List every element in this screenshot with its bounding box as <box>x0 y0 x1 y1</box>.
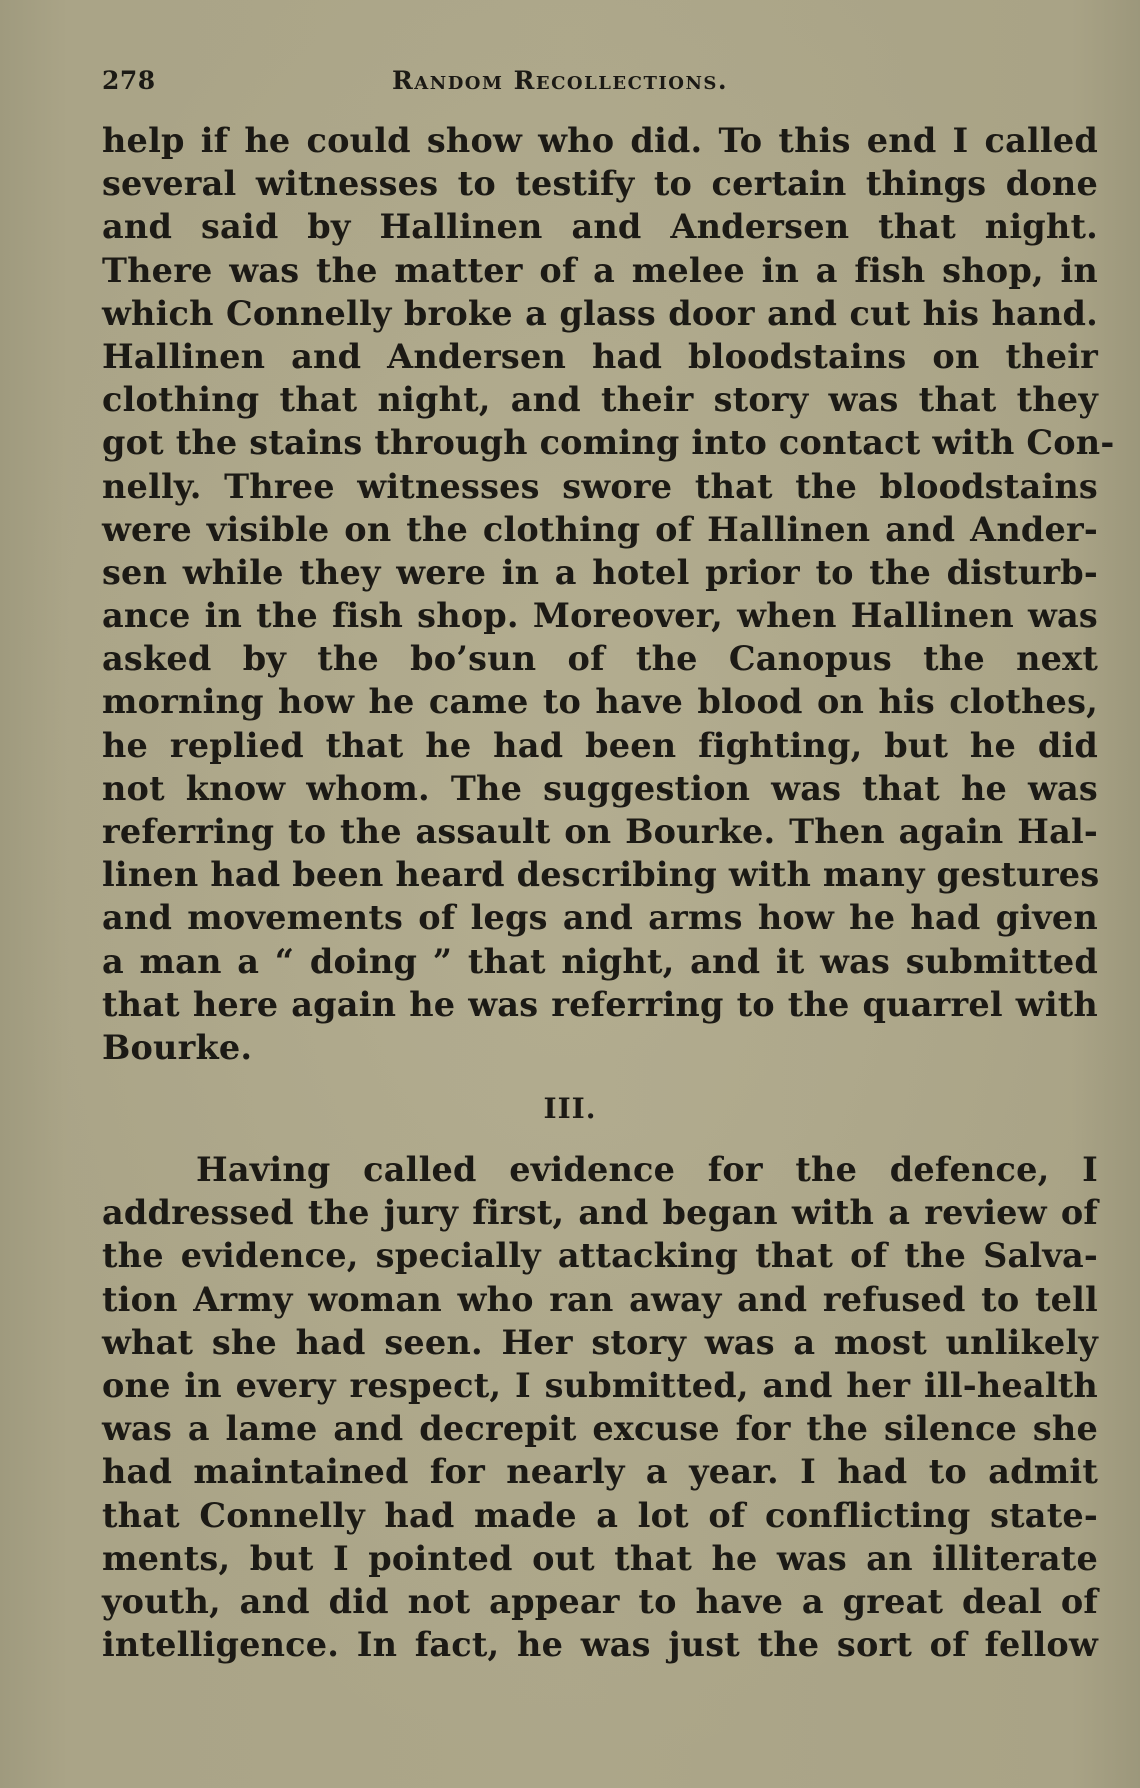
text-line: Having called evidence for the defence, I <box>196 1150 1098 1189</box>
text-line: sen while they were in a hotel prior to the disturb- <box>102 552 1098 592</box>
text-line: Hallinen and Andersen had bloodstains on their <box>102 336 1098 376</box>
page-number: 278 <box>102 66 156 95</box>
text-line: the evidence, specially attacking that of the Salva- <box>102 1236 1098 1276</box>
text-line: he replied that he had been fighting, but he did <box>102 725 1098 765</box>
text-line: addressed the jury first, and began with a review of <box>102 1193 1098 1233</box>
running-head: Random Recollections. <box>392 66 729 95</box>
text-line: ance in the fish shop. Moreover, when Hallinen was <box>102 596 1098 636</box>
text-line: that here again he was referring to the quarrel with <box>102 984 1098 1024</box>
paragraph-2 <box>102 1148 1098 1666</box>
text-line: several witnesses to testify to certain things done <box>102 164 1098 204</box>
text-line: and said by Hallinen and Andersen that night. <box>102 207 1098 247</box>
text-line: linen had been heard describing with many gestures <box>102 855 1100 895</box>
page-header <box>102 66 1100 106</box>
text-line: that Connelly had made a lot of conflicting state- <box>102 1495 1098 1535</box>
text-line: help if he could show who did. To this end I called <box>102 121 1098 160</box>
text-line: morning how he came to have blood on his clothes, <box>102 682 1098 722</box>
paragraph-1 <box>102 119 1115 1069</box>
text-line: nelly. Three witnesses swore that the bloodstains <box>102 466 1098 506</box>
text-line: and movements of legs and arms how he had given <box>102 898 1098 938</box>
text-line: youth, and did not appear to have a great deal of <box>102 1581 1098 1621</box>
text-line: got the stains through coming into contact with Con- <box>102 423 1115 463</box>
text-line: intelligence. In fact, he was just the sort of fellow <box>102 1625 1098 1665</box>
text-line: ments, but I pointed out that he was an illiterate <box>102 1538 1098 1578</box>
text-line: tion Army woman who ran away and refused to tell <box>102 1279 1098 1319</box>
section-heading: III. <box>543 1092 597 1125</box>
text-line: was a lame and decrepit excuse for the silence she <box>102 1409 1098 1449</box>
text-line: which Connelly broke a glass door and cut his hand. <box>102 293 1098 333</box>
text-line: a man a “ doing ” that night, and it was submitted <box>102 941 1098 981</box>
text-line: asked by the bo’sun of the Canopus the next <box>102 639 1098 679</box>
text-line: clothing that night, and their story was that they <box>102 380 1098 420</box>
text-line: were visible on the clothing of Hallinen and Ander- <box>102 509 1098 549</box>
text-line: There was the matter of a melee in a fish shop, in <box>102 250 1098 290</box>
text-line: one in every respect, I submitted, and her ill-health <box>102 1365 1098 1405</box>
text-line: not know whom. The suggestion was that he was <box>102 768 1098 808</box>
text-line: what she had seen. Her story was a most unlikely <box>102 1322 1098 1362</box>
text-line: had maintained for nearly a year. I had to admit <box>102 1452 1098 1492</box>
text-line: Bourke. <box>102 1027 253 1067</box>
text-line: referring to the assault on Bourke. Then again Hal- <box>102 812 1098 851</box>
